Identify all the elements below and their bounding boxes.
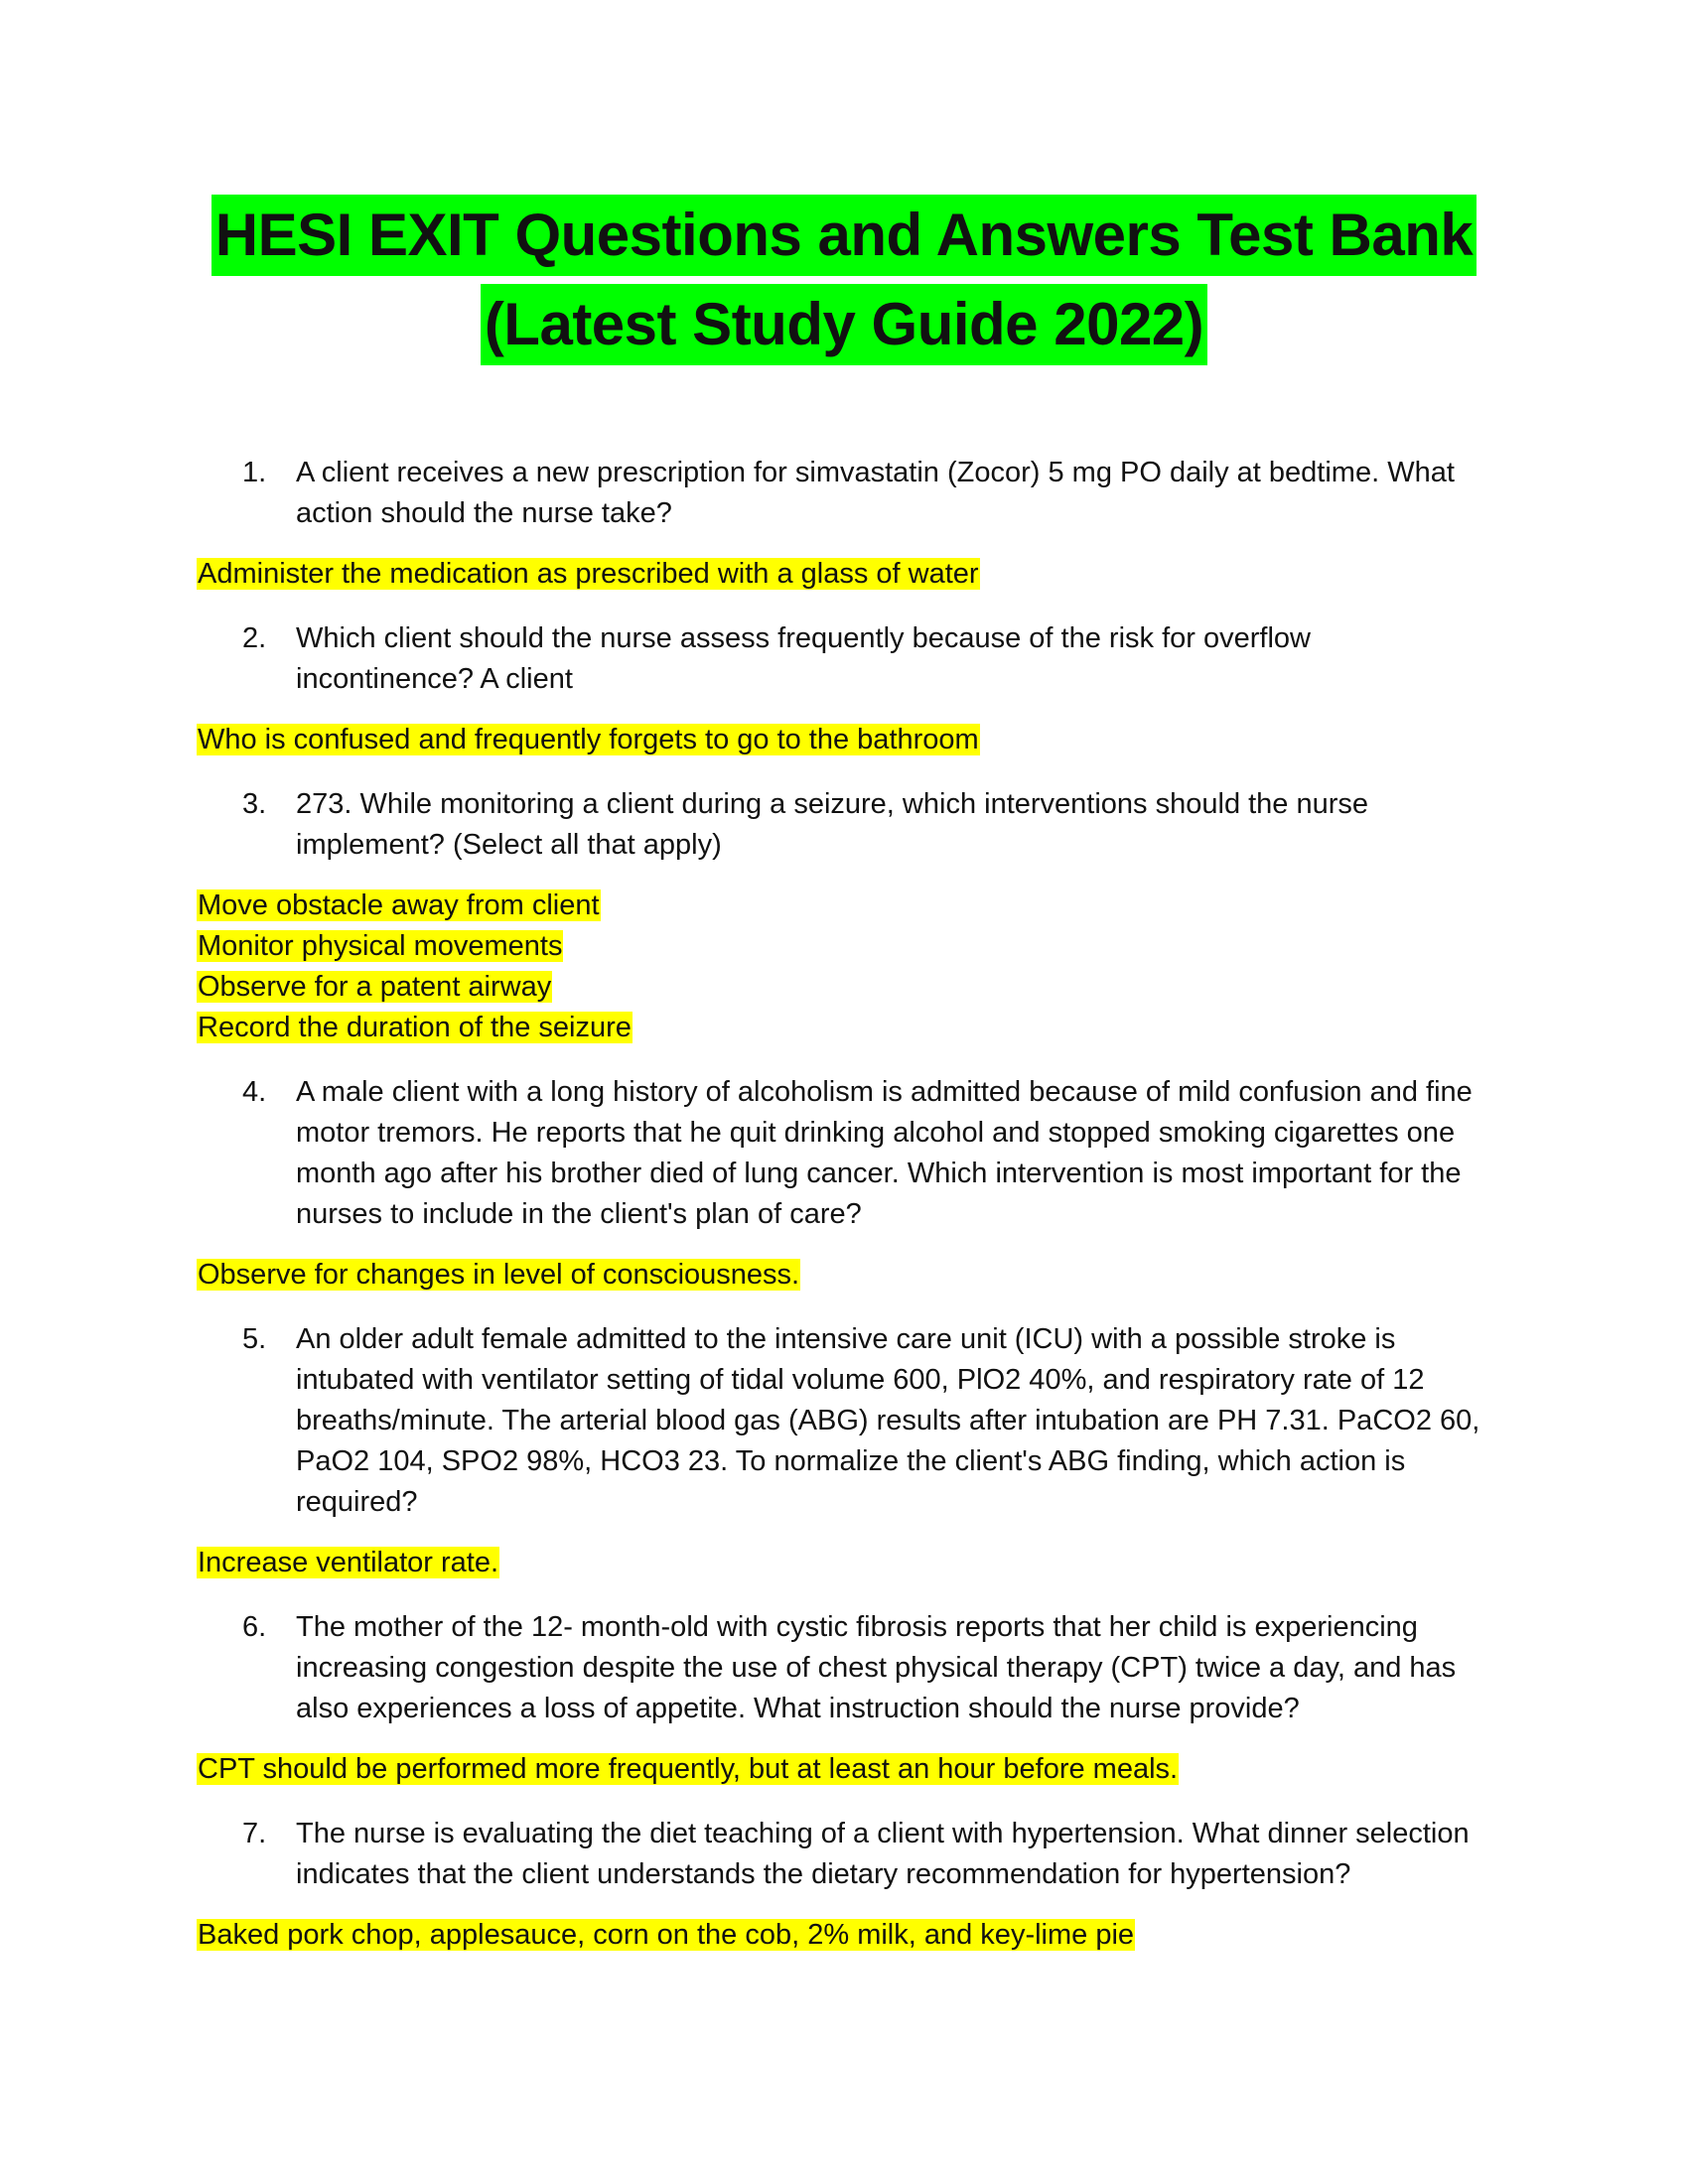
answer-line [197, 886, 1497, 926]
question-text: A male client with a long history of alcoholism is admitted because of mild confusion and fine motor tremors. He reports that he quit drinking alcohol and stopped smoking cigarettes one month ago after his brother died of lung cancer. Which intervention is most important for the nurses to include in the client's plan of care? [296, 1076, 1473, 1230]
answer-block-2 [197, 720, 1497, 760]
answer-text: Observe for a patent airway [198, 971, 552, 1003]
answer-text: Observe for changes in level of consciousness. [198, 1259, 800, 1291]
question-4 [197, 1072, 1487, 1235]
question-text: 273. While monitoring a client during a seizure, which interventions should the nurse implement? (Select all that apply) [296, 788, 1369, 861]
answer-line [197, 1008, 1497, 1048]
answer-line [197, 1543, 1497, 1583]
answer-line [197, 1255, 1497, 1296]
answer-text: Administer the medication as prescribed with a glass of water [198, 558, 979, 590]
question-1 [197, 453, 1487, 534]
question-text: The nurse is evaluating the diet teaching of a client with hypertension. What dinner selection indicates that the client understands the dietary recommendation for hypertension? [296, 1818, 1470, 1890]
question-number: 1. [242, 457, 267, 488]
question-number: 4. [242, 1076, 267, 1108]
answer-line [197, 1915, 1497, 1956]
answer-line [197, 554, 1497, 595]
question-text: Which client should the nurse assess frequently because of the risk for overflow incontinence? A client [296, 622, 1311, 695]
question-2 [197, 618, 1487, 700]
question-list [197, 453, 1497, 1979]
question-number: 3. [242, 788, 267, 820]
question-number: 6. [242, 1611, 267, 1643]
question-7 [197, 1814, 1487, 1895]
answer-text: Monitor physical movements [198, 930, 563, 962]
question-text: An older adult female admitted to the intensive care unit (ICU) with a possible stroke is intubated with ventilator setting of tidal volume 600, PlO2 40%, and respiratory rate of 12 breaths/minute. The arterial blood gas (ABG) results after intubation are PH 7.31. PaCO2 60, PaO2 104, SPO2 98%, HCO3 23. To normalize the client's ABG finding, which action is required? [296, 1323, 1480, 1518]
title-line-1: HESI EXIT Questions and Answers Test Bank [211, 195, 1477, 276]
answer-text: Move obstacle away from client [198, 889, 600, 921]
answer-block-3 [197, 886, 1497, 1048]
question-5 [197, 1319, 1487, 1523]
question-text: The mother of the 12- month-old with cystic fibrosis reports that her child is experiencing increasing congestion despite the use of chest physical therapy (CPT) twice a day, and has also experiences a loss of appetite. What instruction should the nurse provide? [296, 1611, 1457, 1724]
answer-text: CPT should be performed more frequently, but at least an hour before meals. [198, 1753, 1179, 1785]
question-3 [197, 784, 1487, 866]
answer-text: Increase ventilator rate. [198, 1547, 499, 1578]
answer-text: Who is confused and frequently forgets to go to the bathroom [198, 724, 979, 755]
document-title [0, 195, 1688, 373]
answer-line [197, 926, 1497, 967]
title-line-2: (Latest Study Guide 2022) [481, 284, 1207, 365]
answer-block-5 [197, 1543, 1497, 1583]
answer-block-4 [197, 1255, 1497, 1296]
answer-block-1 [197, 554, 1497, 595]
answer-line [197, 720, 1497, 760]
question-number: 5. [242, 1323, 267, 1355]
question-number: 2. [242, 622, 267, 654]
answer-line [197, 1749, 1497, 1790]
question-number: 7. [242, 1818, 267, 1849]
question-6 [197, 1607, 1487, 1729]
answer-line [197, 967, 1497, 1008]
answer-block-6 [197, 1749, 1497, 1790]
answer-text: Baked pork chop, applesauce, corn on the cob, 2% milk, and key-lime pie [198, 1919, 1135, 1951]
question-text: A client receives a new prescription for simvastatin (Zocor) 5 mg PO daily at bedtime. What action should the nurse take? [296, 457, 1455, 529]
answer-block-7 [197, 1915, 1497, 1956]
answer-text: Record the duration of the seizure [198, 1012, 632, 1043]
